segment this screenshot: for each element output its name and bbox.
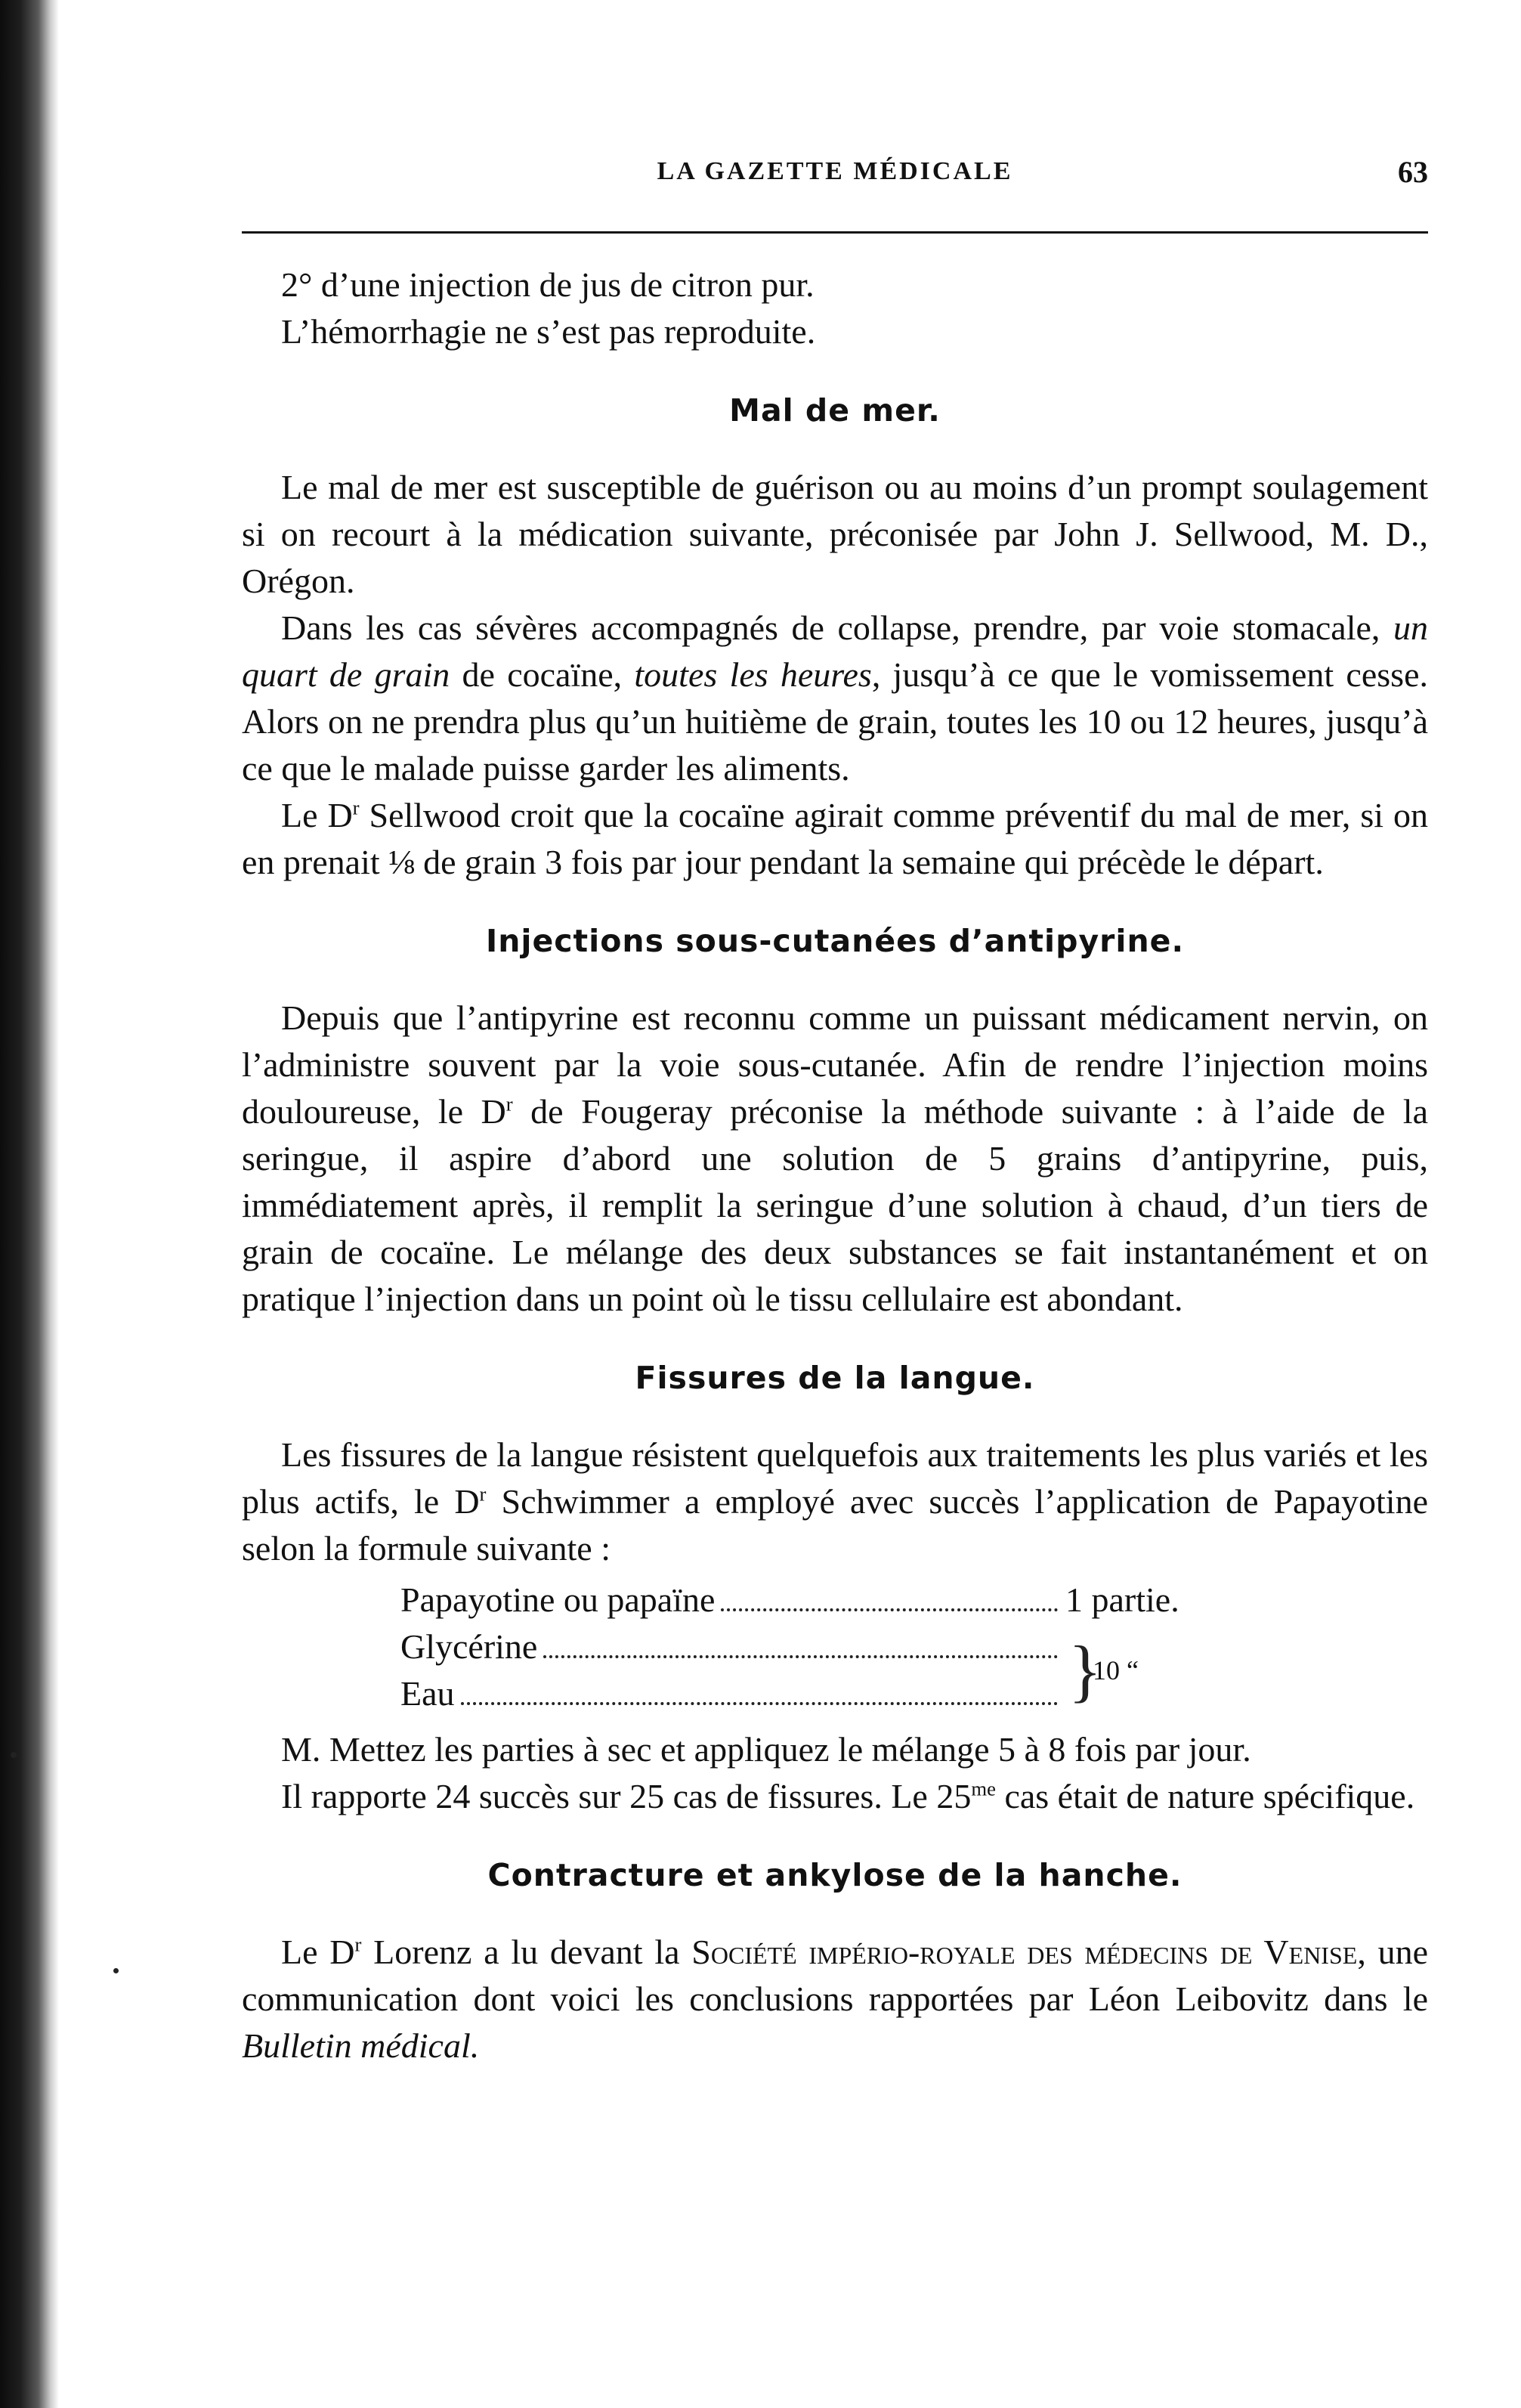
ingredient-name: Glycérine — [400, 1627, 538, 1666]
heading-hanche: Contracture et ankylose de la hanche. — [487, 1857, 1182, 1893]
ingredient-name: Eau — [400, 1674, 455, 1713]
paragraph: Il rapporte 24 succès sur 25 cas de fissures. Le $25^{me}$ cas était de nature spécifique. — [281, 1777, 1415, 1815]
dot-leader — [721, 1608, 1058, 1611]
page-number: 63 — [1398, 155, 1428, 189]
ingredient-name: Papayotine ou papaïne — [400, 1580, 716, 1619]
running-header — [242, 157, 1428, 203]
formula-row — [400, 1670, 1065, 1717]
heading-mal-de-mer: Mal de mer. — [729, 392, 941, 429]
brace-glyph: } — [1068, 1632, 1102, 1709]
article-body — [242, 262, 1428, 2069]
paragraph: Le mal de mer est susceptible de guérison ou au moins d’un prompt soulagement si on recourt à la médication suivante, préconisée par John J. Sellwood, M. D., Orégon. — [242, 468, 1428, 600]
dot-leader — [543, 1655, 1058, 1658]
ink-speck — [113, 1968, 119, 1973]
prescription-formula — [400, 1577, 1292, 1717]
document-page — [242, 0, 1428, 2408]
heading-fissures: Fissures de la langue. — [635, 1360, 1035, 1396]
journal-title: LA GAZETTE MÉDICALE — [657, 157, 1013, 185]
paragraph: Depuis que l’antipyrine est reconnu comme un puissant médicament nervin, on l’administre souvent par la voie sous-cutanée. Afin de rendre l’injection moins douloureuse, le $D^r$ de Fougeray préconise la méthode suivante : à l’aide de la seringue, il aspire d’abord une solution de 5 grains d’antipyrine, puis, immédiatement après, il remplit la seringue d’une solution à chaud, d’un tiers de grain de cocaïne. Le mélange des deux substances se fait instantanément et on pratique l’injection dans un point où le tissu cellulaire est abondant. — [242, 998, 1428, 1318]
intro-line-1: 2° d’une injection de jus de citron pur. — [281, 265, 815, 304]
formula-row — [400, 1623, 1065, 1670]
ingredient-quantity: 10 “ — [1093, 1655, 1139, 1685]
intro-line-2: L’hémorrhagie ne s’est pas reproduite. — [281, 312, 816, 351]
paragraph: M. Mettez les parties à sec et appliquez le mélange 5 à 8 fois par jour. — [281, 1730, 1251, 1769]
ink-speck — [11, 1752, 17, 1758]
paragraph: Les fissures de la langue résistent quelquefois aux traitements les plus variés et les plus actifs, le $D^r$ Schwimmer a employé avec succès l’application de Papayotine selon la formule suivante : — [242, 1435, 1428, 1568]
header-rule — [242, 231, 1428, 234]
formula-brace-group — [400, 1623, 1292, 1717]
dot-leader — [461, 1702, 1058, 1705]
formula-row — [400, 1577, 1292, 1623]
paragraph: Le $D^r$ Sellwood croit que la cocaïne agirait comme préventif du mal de mer, si on en prenait ⅛ de grain 3 fois par jour pendant la semaine qui précède le départ. — [242, 796, 1428, 881]
heading-antipyrine: Injections sous-cutanées d’antipyrine. — [485, 923, 1185, 959]
paragraph: Le $D^r$ Lorenz a lu devant la Société império-royale des médecins de Venise, une communication dont voici les conclusions rapportées par Léon Leibovitz dans le Bulletin médical. — [242, 1933, 1428, 2065]
paragraph: Dans les cas sévères accompagnés de collapse, prendre, par voie stomacale, un quart de grain de cocaïne, toutes les heures, jusqu’à ce que le vomissement cesse. Alors on ne prendra plus qu’un huitième de grain, toutes les 10 ou 12 heures, jusqu’à ce que le malade puisse garder les aliments. — [242, 608, 1428, 788]
book-binding-edge — [0, 0, 59, 2408]
ingredient-quantity: 1 partie. — [1065, 1580, 1179, 1619]
